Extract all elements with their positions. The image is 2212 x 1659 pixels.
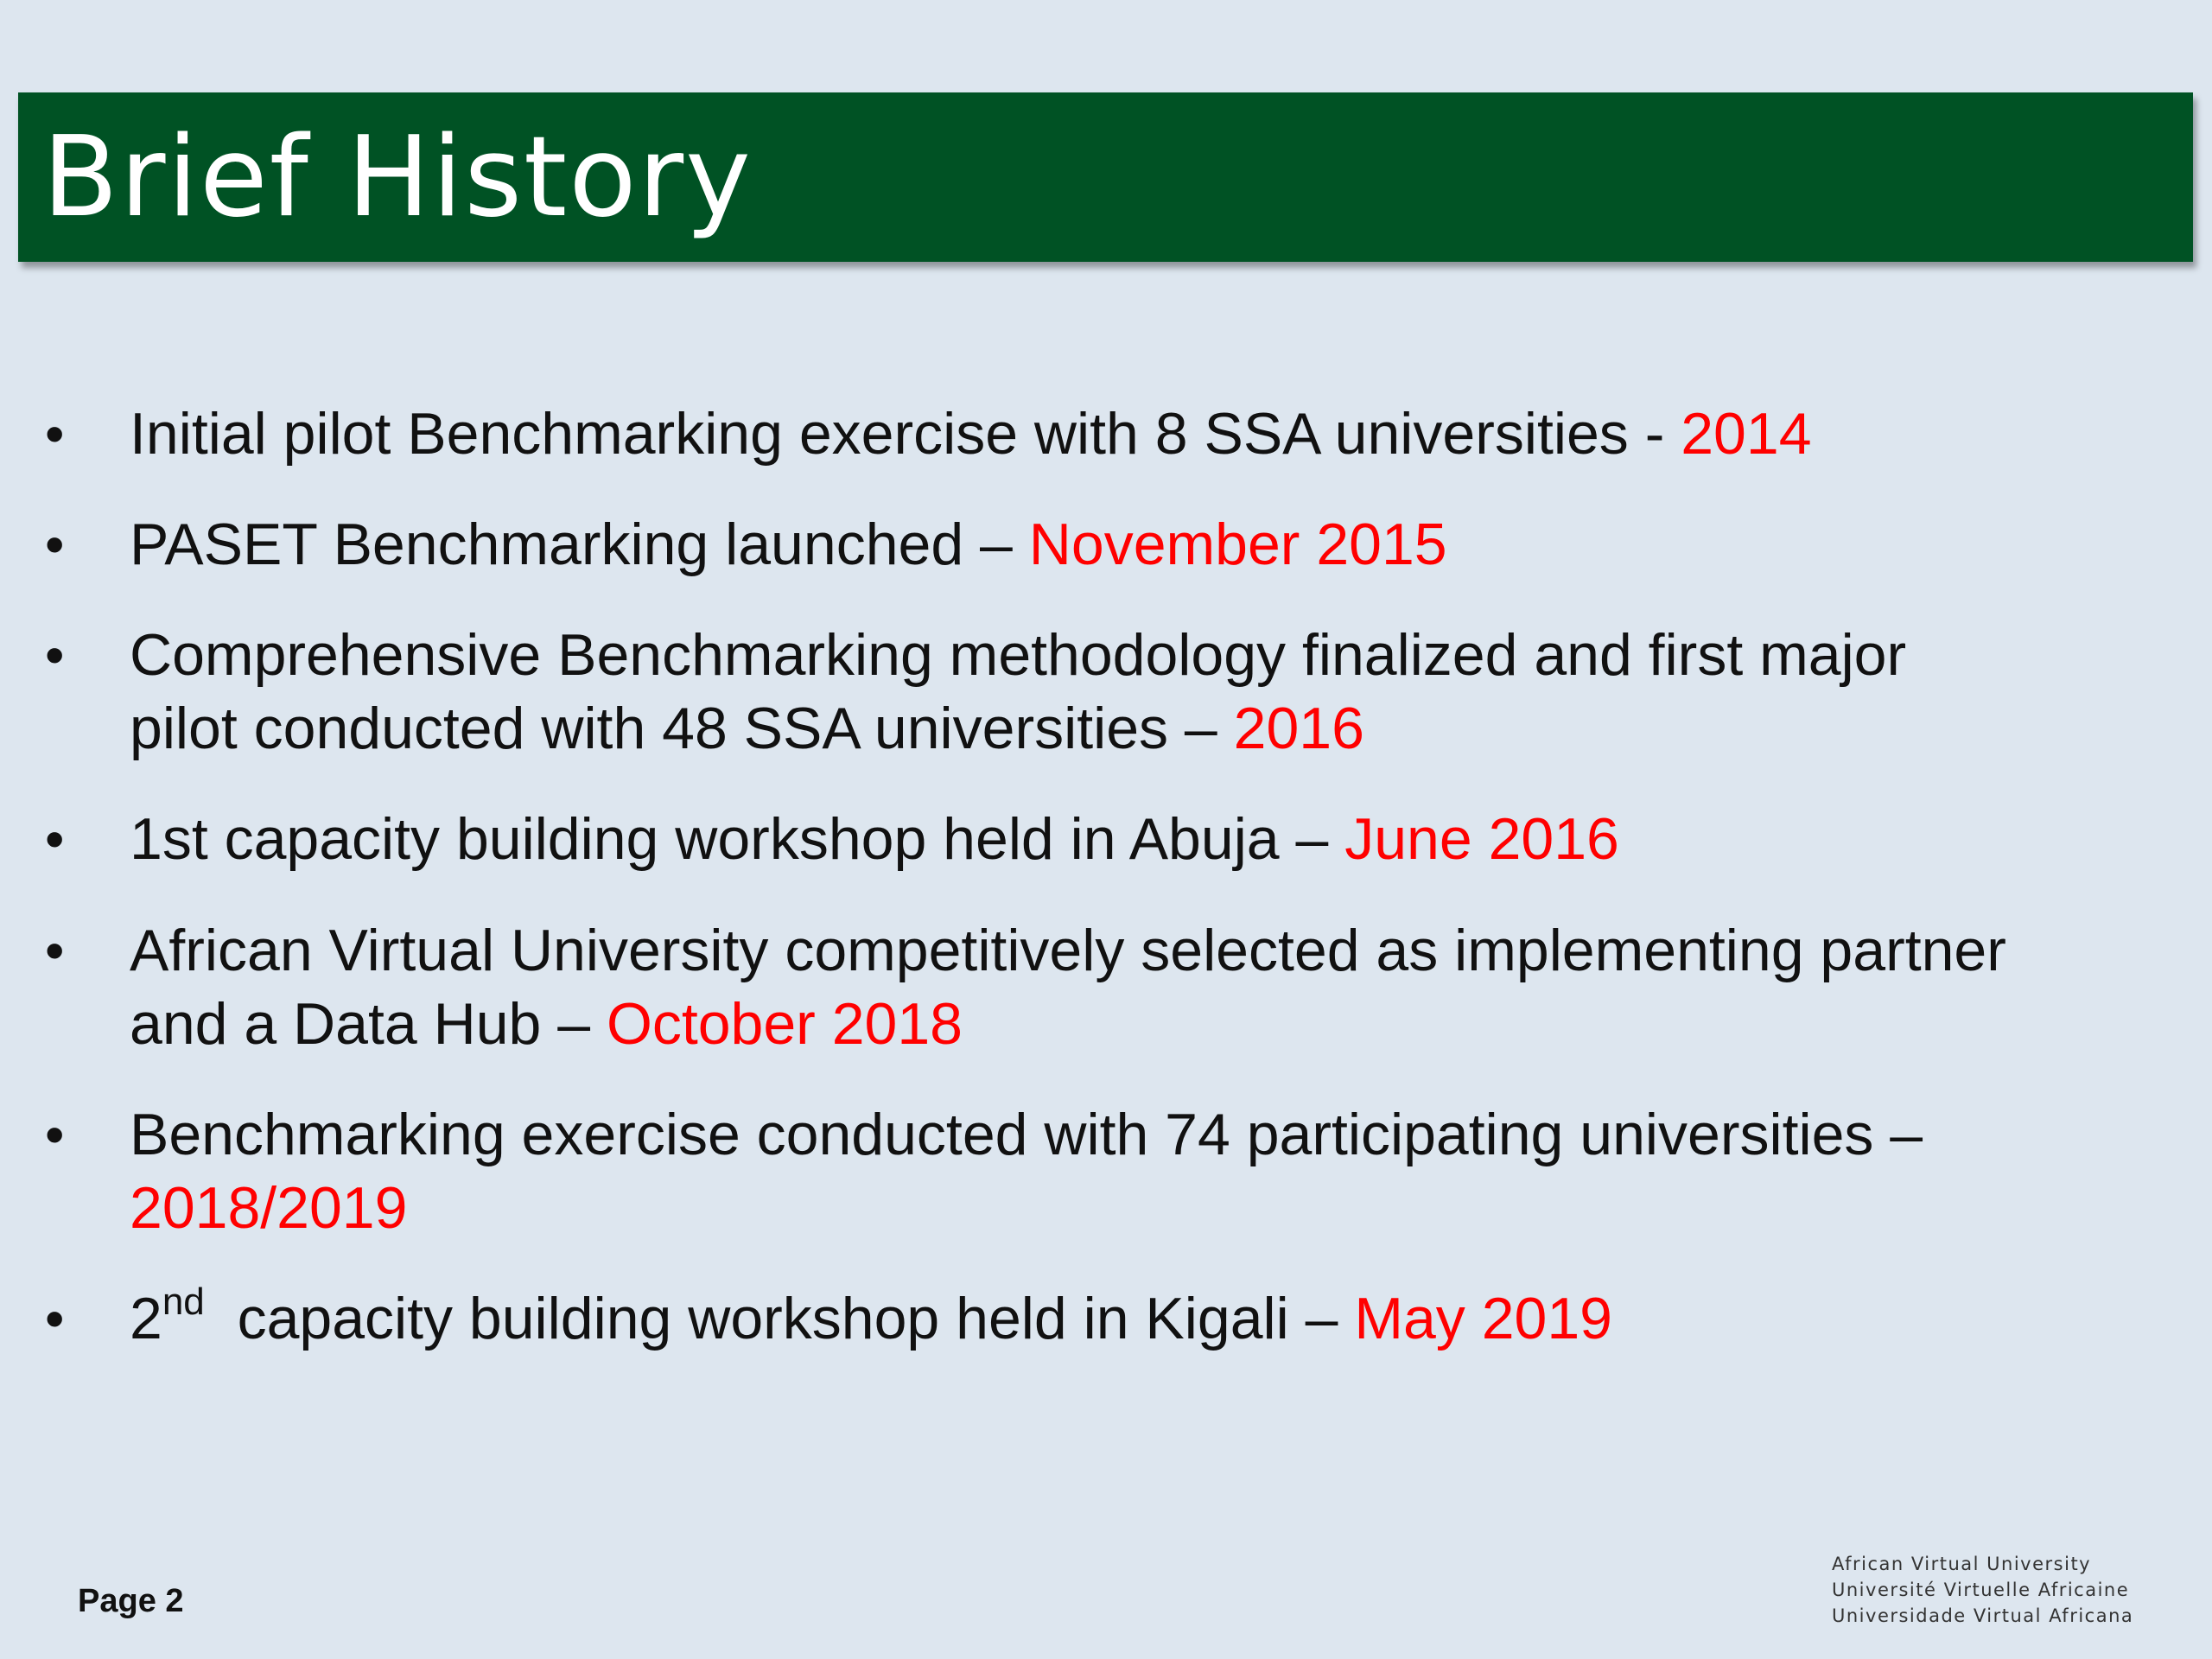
bullet-date: May 2019 [1354, 1286, 1612, 1351]
bullet-date: November 2015 [1028, 512, 1447, 577]
bullet-text: PASET Benchmarking launched – [130, 512, 1029, 577]
bullet-text: Benchmarking exercise conducted with 74 participating universities – [130, 1102, 1923, 1167]
avu-logo [1832, 1551, 2134, 1629]
title-bar [18, 92, 2193, 262]
bullet-date: 2016 [1233, 696, 1364, 761]
bullet-superscript: nd [162, 1281, 205, 1323]
bullet-dot-icon: • [45, 403, 65, 465]
bullet-dot-icon: • [45, 513, 65, 575]
bullet-dot-icon: • [45, 1103, 65, 1166]
bullet-text-line-1: African Virtual University competitively selected as implementing partner [130, 918, 2006, 983]
bullet-date: October 2018 [606, 991, 963, 1057]
bullet-text: 1st capacity building workshop held in Abuja – [130, 806, 1345, 872]
bullet-dot-icon: • [45, 624, 65, 686]
logo-line-fr: Université Virtuelle Africaine [1832, 1580, 2130, 1600]
bullet-text-line-2: and a Data Hub – [130, 991, 607, 1057]
bullet-dot-icon: • [45, 808, 65, 870]
slide-title: Brief History [42, 113, 753, 242]
page-number: Page 2 [78, 1583, 184, 1619]
bullet-dot-icon: • [45, 919, 65, 982]
bullet-text: Initial pilot Benchmarking exercise with 8 SSA universities - [130, 401, 1681, 467]
bullet-dot-icon: • [45, 1287, 65, 1350]
bullet-text-line-1: Comprehensive Benchmarking methodology finalized and first major [130, 622, 1907, 688]
logo-line-en: African Virtual University [1832, 1554, 2092, 1574]
bullet-date: June 2016 [1344, 806, 1619, 872]
bullet-date: 2014 [1681, 401, 1812, 467]
logo-line-pt: Universidade Virtual Africana [1832, 1605, 2134, 1626]
bullet-prefix: 2 [130, 1286, 162, 1351]
bullet-text: capacity building workshop held in Kigali – [204, 1286, 1355, 1351]
bullet-text-line-2: pilot conducted with 48 SSA universities – [130, 696, 1234, 761]
bullet-date: 2018/2019 [130, 1175, 408, 1241]
